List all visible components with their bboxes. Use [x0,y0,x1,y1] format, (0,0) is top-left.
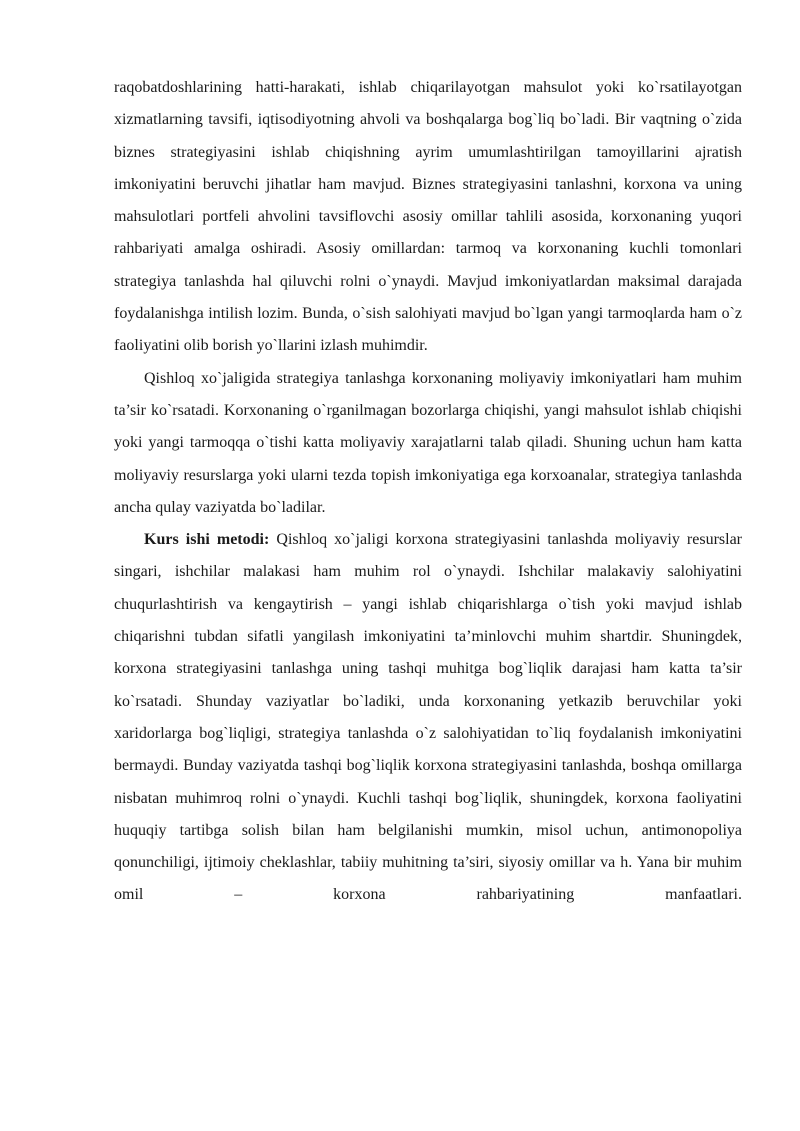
paragraph-3-body: Qishloq xo`jaligi korxona strategiyasini tanlashda moliyaviy resurslar singari, ishchilar malakasi ham muhim rol o`ynaydi. Ishchilar malakaviy salohiyatini chuqurlashtirish va kengaytirish – yangi ishlab chiqarishlarga o`tish yoki mavjud ishlab chiqarishni tubdan sifatli yangilash imkoniyatini ta’minlovchi muhim shartdir. Shuningdek, korxona strategiyasini tanlashga uning tashqi muhitga bog`liqlik darajasi ham katta ta’sir ko`rsatadi. Shunday vaziyatlar bo`ladiki, unda korxonaning yetkazib beruvchilar yoki xaridorlarga bog`liqligi, strategiya tanlashda o`z salohiyatidan to`liq foydalanish imkoniyatini bermaydi. Bunday vaziyatda tashqi bog`liqlik korxona strategiyasini tanlashda, boshqa omillarga nisbatan muhimroq rolni o`ynaydi. Kuchli tashqi bog`liqlik, shuningdek, korxona faoliyatini huquqiy tartibga solish bilan ham belgilanishi mumkin, misol uchun, antimonopoliya qonunchiligi, ijtimoiy cheklashlar, tabiiy muhitning ta’siri, siyosiy omillar va h. Yana bir muhim omil – korxona rahbariyatining manfaatlari. [114,531,742,904]
paragraph-3 [114,524,742,912]
paragraph-1: raqobatdoshlarining hatti-harakati, ishlab chiqarilayotgan mahsulot yoki ko`rsatilayotgan xizmatlarning tavsifi, iqtisodiyotning ahvoli va boshqalarga bog`liq bo`ladi. Bir vaqtning o`zida biznes strategiyasini ishlab chiqishning ayrim umumlashtirilgan tamoyillarini ajratish imkoniyatini beruvchi jihatlar ham mavjud. Biznes strategiyasini tanlashni, korxona va uning mahsulotlari portfeli ahvolini tavsiflovchi asosiy omillar tahlili asosida, korxonaning yuqori rahbariyati amalga oshiradi. Asosiy omillardan: tarmoq va korxonaning kuchli tomonlari strategiya tanlashda hal qiluvchi rolni o`ynaydi. Mavjud imkoniyatlardan maksimal darajada foydalanishga intilish lozim. Bunda, o`sish salohiyati mavjud bo`lgan yangi tarmoqlarda ham o`z faoliyatini olib borish yo`llarini izlash muhimdir. [114,79,742,355]
paragraph-2: Qishloq xo`jaligida strategiya tanlashga korxonaning moliyaviy imkoniyatlari ham muhim ta’sir ko`rsatadi. Korxonaning o`rganilmagan bozorlarga chiqishi, yangi mahsulot ishlab chiqishi yoki yangi tarmoqqa o`tishi katta moliyaviy xarajatlarni talab qiladi. Shuning uchun ham katta moliyaviy resurslarga yoki ularni tezda topish imkoniyatiga ega korxoanalar, strategiya tanlashda ancha qulay vaziyatda bo`ladilar. [114,369,742,516]
paragraph-3-lead: Kurs ishi metodi: [144,531,270,549]
document-page [114,72,742,912]
